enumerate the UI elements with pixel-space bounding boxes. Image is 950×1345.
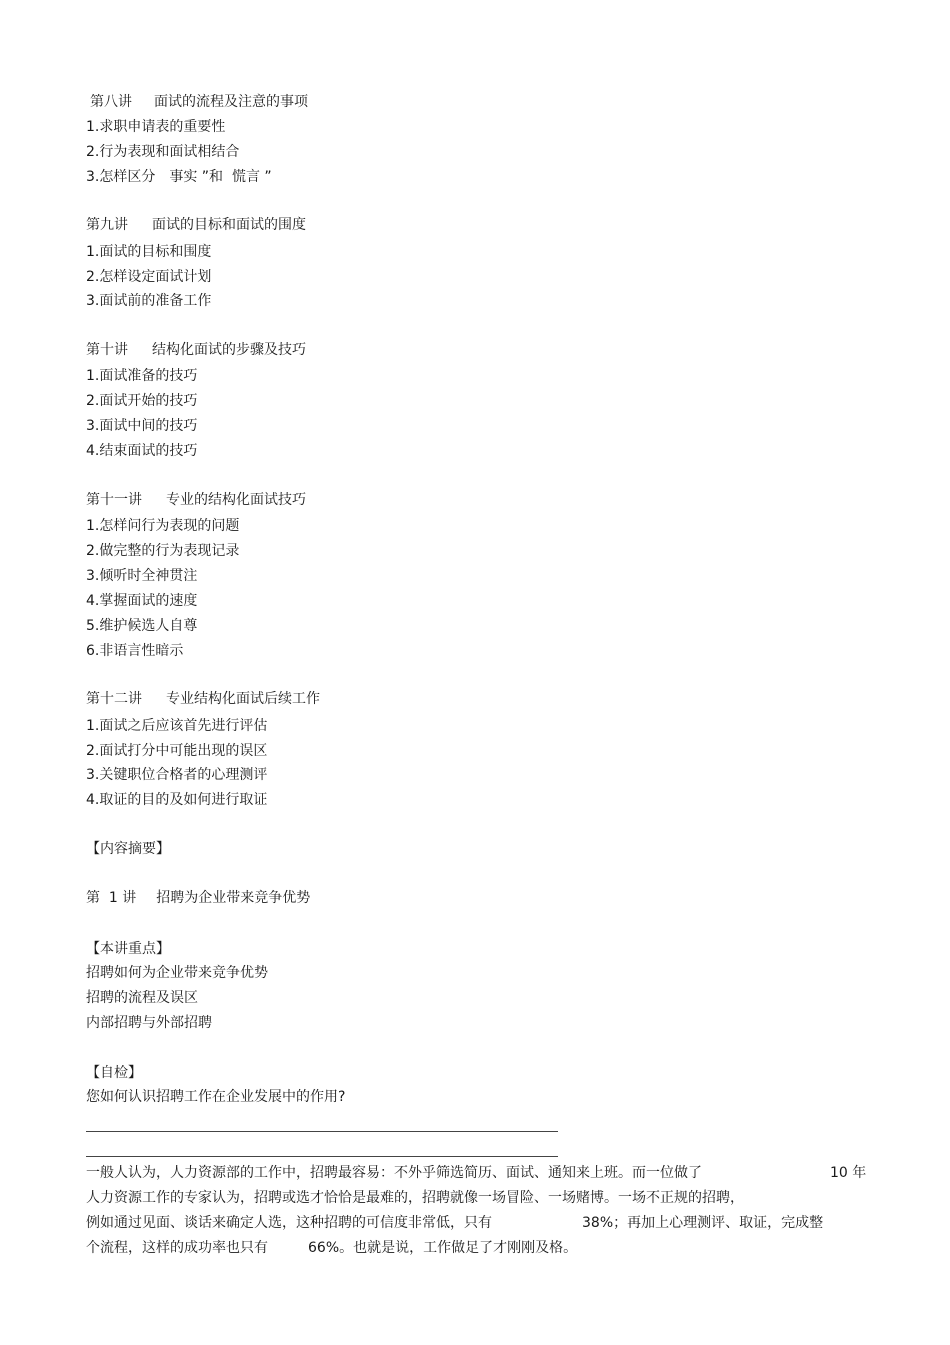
- list-item: 4.取证的目的及如何进行取证: [86, 792, 268, 808]
- heading-number: 第十二讲: [86, 691, 142, 707]
- focus-item: 招聘的流程及误区: [86, 990, 198, 1006]
- list-item: 2.行为表现和面试相结合: [86, 144, 240, 160]
- section-heading: [86, 491, 306, 509]
- list-item: 1.面试准备的技巧: [86, 368, 198, 384]
- heading-number: 第九讲: [86, 217, 128, 233]
- heading-title: 面试的目标和面试的围度: [152, 217, 306, 233]
- section-heading: [86, 341, 306, 359]
- heading-number: 第十讲: [86, 342, 128, 358]
- text-run: 个流程，这样的成功率也只有: [86, 1240, 268, 1256]
- list-item: 6.非语言性暗示: [86, 643, 184, 659]
- heading-title: 结构化面试的步骤及技巧: [152, 342, 306, 358]
- heading-number: 第十一讲: [86, 492, 142, 508]
- list-item: 3.倾听时全神贯注: [86, 568, 198, 584]
- paragraph-line: 人力资源工作的专家认为，招聘或选才恰恰是最难的，招聘就像一场冒险、一场赌博。一场不正规的招聘，: [86, 1190, 744, 1206]
- focus-item: 内部招聘与外部招聘: [86, 1015, 212, 1031]
- list-item: 3.关键职位合格者的心理测评: [86, 767, 268, 783]
- text-run: 66%。也就是说，工作做足了才刚刚及格。: [308, 1240, 578, 1256]
- list-item: 4.结束面试的技巧: [86, 443, 198, 459]
- lecture-number: 第 1 讲: [86, 890, 137, 906]
- paragraph-line: [86, 1164, 866, 1182]
- list-item: 3.面试中间的技巧: [86, 418, 198, 434]
- list-item: 3.面试前的准备工作: [86, 293, 212, 309]
- focus-label: 【本讲重点】: [86, 941, 170, 957]
- text-run: 一般人认为，人力资源部的工作中，招聘最容易：不外乎筛选简历、面试、通知来上班。而一位做了: [86, 1165, 702, 1181]
- text-run: 例如通过见面、谈话来确定人选，这种招聘的可信度非常低，只有: [86, 1215, 492, 1231]
- text-run: 10 年: [830, 1165, 867, 1181]
- heading-title: 面试的流程及注意的事项: [154, 94, 308, 110]
- heading-title: 专业的结构化面试技巧: [166, 492, 306, 508]
- summary-label: 【内容摘要】: [86, 841, 170, 857]
- list-item: 5.维护候选人自尊: [86, 618, 198, 634]
- text-run: 38%；再加上心理测评、取证，完成整: [582, 1215, 824, 1231]
- list-item: 1.面试的目标和围度: [86, 244, 212, 260]
- selfcheck-question: 您如何认识招聘工作在企业发展中的作用?: [86, 1089, 346, 1105]
- lecture-title: 招聘为企业带来竞争优势: [156, 890, 311, 906]
- lecture-heading: [86, 889, 310, 907]
- selfcheck-label: 【自检】: [86, 1065, 142, 1081]
- list-item: 1.怎样问行为表现的问题: [86, 518, 240, 534]
- section-heading: [90, 93, 308, 111]
- heading-number: 第八讲: [90, 94, 132, 110]
- answer-line: [86, 1156, 558, 1157]
- list-item: 4.掌握面试的速度: [86, 593, 198, 609]
- list-item: 1.面试之后应该首先进行评估: [86, 718, 268, 734]
- list-item: 1.求职申请表的重要性: [86, 119, 226, 135]
- section-heading: [86, 690, 320, 708]
- list-item: 2.面试打分中可能出现的误区: [86, 743, 268, 759]
- paragraph-line: [86, 1214, 866, 1232]
- list-item: 2.面试开始的技巧: [86, 393, 198, 409]
- list-item: 3.怎样区分 事实 ”和 慌言 ”: [86, 169, 272, 185]
- heading-title: 专业结构化面试后续工作: [166, 691, 320, 707]
- focus-item: 招聘如何为企业带来竞争优势: [86, 965, 268, 981]
- paragraph-line: [86, 1239, 866, 1257]
- answer-line: [86, 1131, 558, 1132]
- list-item: 2.怎样设定面试计划: [86, 269, 212, 285]
- list-item: 2.做完整的行为表现记录: [86, 543, 240, 559]
- section-heading: [86, 216, 306, 234]
